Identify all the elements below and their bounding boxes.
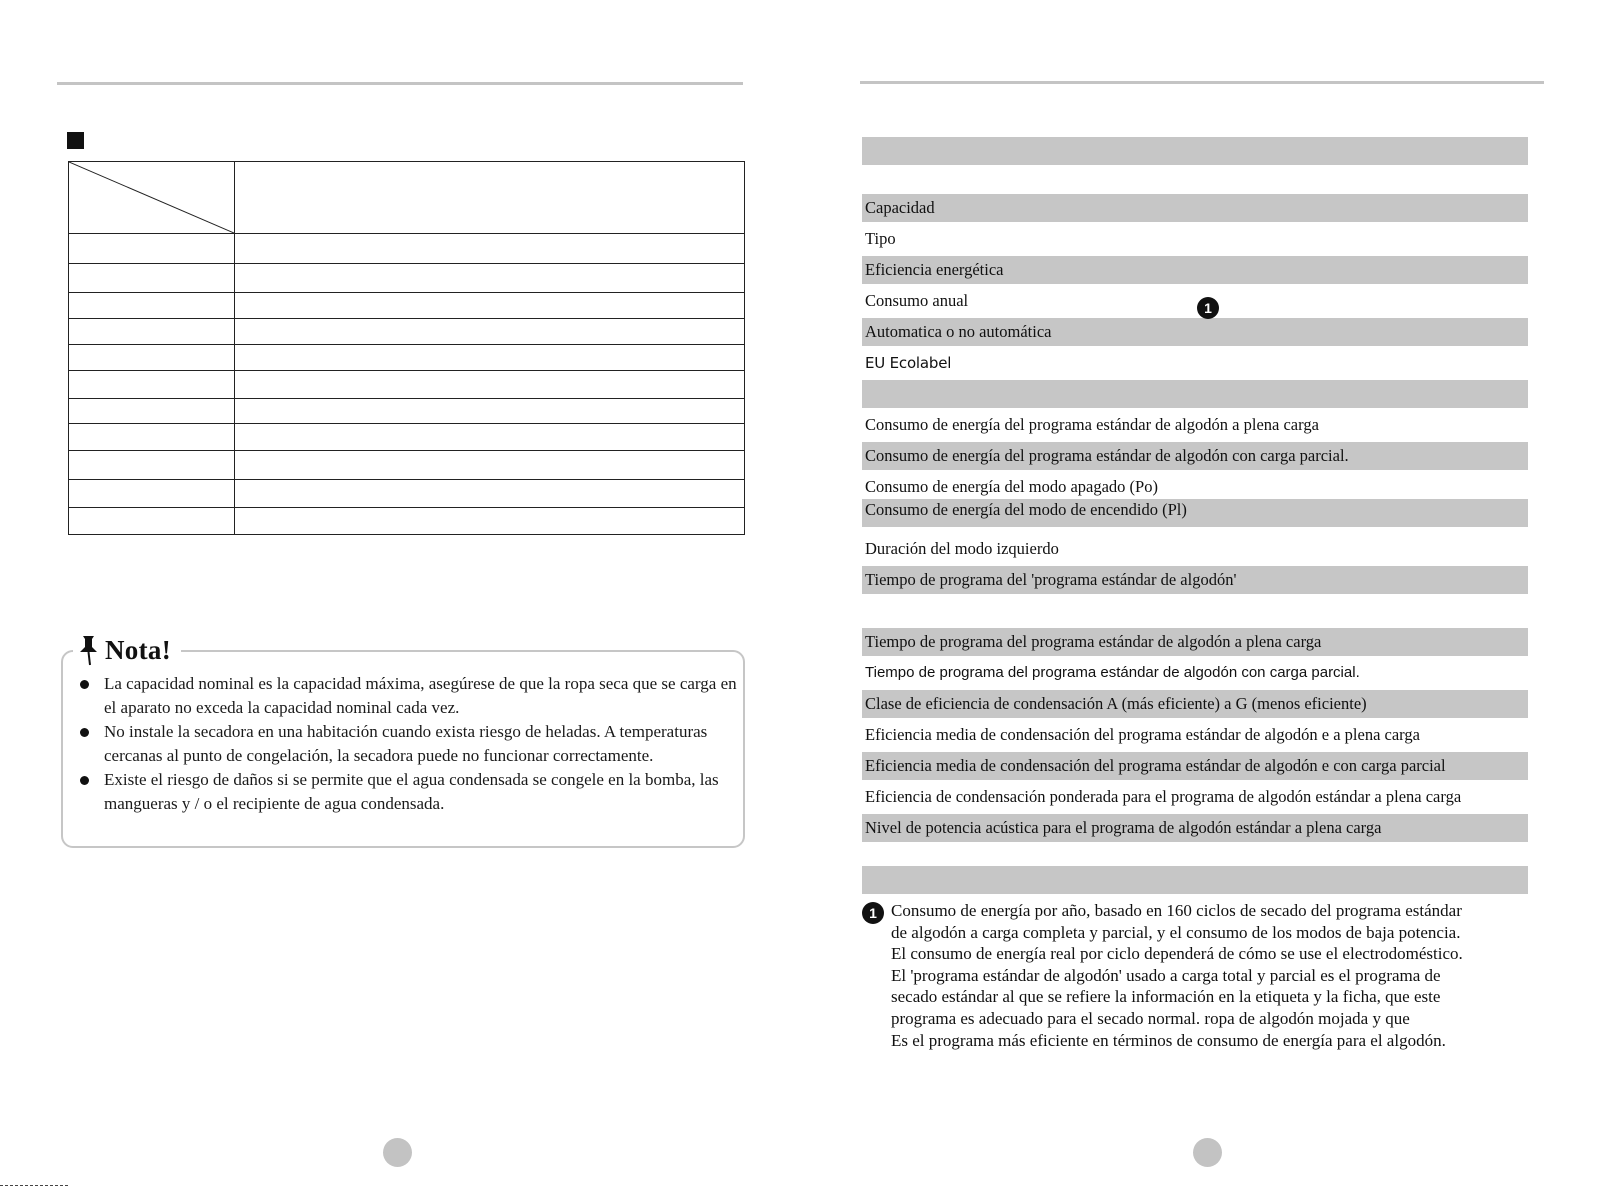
spec-table-row	[69, 344, 744, 370]
spec-table-row	[69, 479, 744, 507]
spec-row-eficiencia: Eficiencia energética	[862, 256, 1528, 284]
footnote-line: de algodón a carga completa y parcial, y el consumo de los modos de baja potencia.	[891, 922, 1461, 942]
pushpin-icon	[77, 634, 101, 666]
footnote-line: El consumo de energía real por ciclo dependerá de cómo se use el electrodoméstico.	[891, 944, 1463, 964]
spec-row-potencia-acustica: Nivel de potencia acústica para el programa de algodón estándar a plena carga	[862, 814, 1528, 842]
bullet-icon	[80, 728, 89, 737]
corner-mark	[0, 1185, 68, 1187]
spec-table-row	[69, 263, 744, 292]
note-item: Existe el riesgo de daños si se permite que el agua condensada se congele en la bomba, las mangueras y / o el recipiente de agua condensada.	[80, 768, 745, 816]
spec-table-header-cell	[235, 162, 744, 233]
right-header-rule	[860, 81, 1544, 84]
footnote-text	[891, 900, 1511, 1051]
diagonal-divider	[69, 162, 234, 233]
spec-row-automatica: Automatica o no automática	[862, 318, 1528, 346]
page-number-dot-right	[1193, 1138, 1222, 1167]
bullet-icon	[80, 776, 89, 785]
bullet-icon	[80, 680, 89, 689]
spec-row-shaded	[862, 380, 1528, 408]
note-list	[80, 672, 745, 816]
spec-table-row	[69, 398, 744, 423]
spec-table-row	[69, 318, 744, 344]
footnote-marker-icon: 1	[1197, 297, 1219, 319]
spec-row-modo-encendido: Consumo de energía del modo de encendido (Pl)	[862, 499, 1528, 527]
spec-row	[862, 597, 1528, 625]
spec-table-row	[69, 450, 744, 479]
note-item: No instale la secadora en una habitación cuando exista riesgo de heladas. A temperaturas cercanas al punto de congelación, la secadora puede no funcionar correctamente.	[80, 720, 745, 768]
footnote-line: programa es adecuado para el secado normal. ropa de algodón mojada y que	[891, 1008, 1410, 1028]
spec-table-row	[69, 423, 744, 450]
note-item: La capacidad nominal es la capacidad máxima, asegúrese de que la ropa seca que se carga en el aparato no exceda la capacidad nominal cada vez.	[80, 672, 745, 720]
note-title: Nota!	[105, 634, 171, 665]
spec-row-tiempo-programa: Tiempo de programa del 'programa estándar de algodón'	[862, 566, 1528, 594]
spec-row-tiempo-plena: Tiempo de programa del programa estándar de algodón a plena carga	[862, 628, 1528, 656]
spec-row-modo-apagado: Consumo de energía del modo apagado (Po)	[865, 477, 1158, 496]
spec-row-eficiencia-media-parcial: Eficiencia media de condensación del programa estándar de algodón e con carga parcial	[862, 752, 1528, 780]
spec-row-tipo: Tipo	[865, 229, 896, 248]
spec-row-consumo-plena: Consumo de energía del programa estándar de algodón a plena carga	[865, 415, 1319, 434]
footnote-line: El 'programa estándar de algodón' usado a carga total y parcial es el programa de	[891, 965, 1441, 985]
spec-table-row	[69, 370, 744, 398]
spec-row-shaded	[862, 866, 1528, 894]
section-marker-square	[67, 132, 84, 149]
spec-row-tiempo-parcial: Tiempo de programa del programa estándar de algodón con carga parcial.	[865, 664, 1360, 681]
footnote-number-icon: 1	[862, 902, 884, 924]
spec-row-eficiencia-ponderada: Eficiencia de condensación ponderada para el programa de algodón estándar a plena carga	[865, 787, 1462, 806]
page-number-dot-left	[383, 1138, 412, 1167]
left-header-rule	[57, 82, 743, 85]
spec-row-clase-condensacion: Clase de eficiencia de condensación A (más eficiente) a G (menos eficiente)	[862, 690, 1528, 718]
footnote-line: Es el programa más eficiente en términos de consumo de energía para el algodón.	[891, 1030, 1446, 1050]
note-header	[73, 632, 181, 668]
spec-table	[68, 161, 745, 535]
spec-table-header-row	[69, 162, 744, 233]
spec-row-consumo-anual: Consumo anual	[865, 291, 969, 310]
spec-row-ecolabel: EU Ecolabel	[865, 354, 952, 372]
spec-table-row	[69, 507, 744, 534]
spec-row-capacidad: Capacidad	[862, 194, 1528, 222]
footnote-line: Consumo de energía por año, basado en 160 ciclos de secado del programa estándar	[891, 901, 1462, 920]
spec-table-row	[69, 233, 744, 263]
spec-row-duracion: Duración del modo izquierdo	[865, 539, 1059, 558]
footnote-line: secado estándar al que se refiere la información en la etiqueta y la ficha, que este	[891, 987, 1441, 1007]
spec-table-corner-cell	[69, 162, 235, 233]
spec-row-eficiencia-media-plena: Eficiencia media de condensación del programa estándar de algodón e a plena carga	[865, 725, 1420, 744]
spec-row	[862, 168, 1528, 196]
spec-row-shaded	[862, 137, 1528, 165]
spec-row-consumo-parcial: Consumo de energía del programa estándar de algodón con carga parcial.	[862, 442, 1528, 470]
spec-table-row	[69, 292, 744, 318]
